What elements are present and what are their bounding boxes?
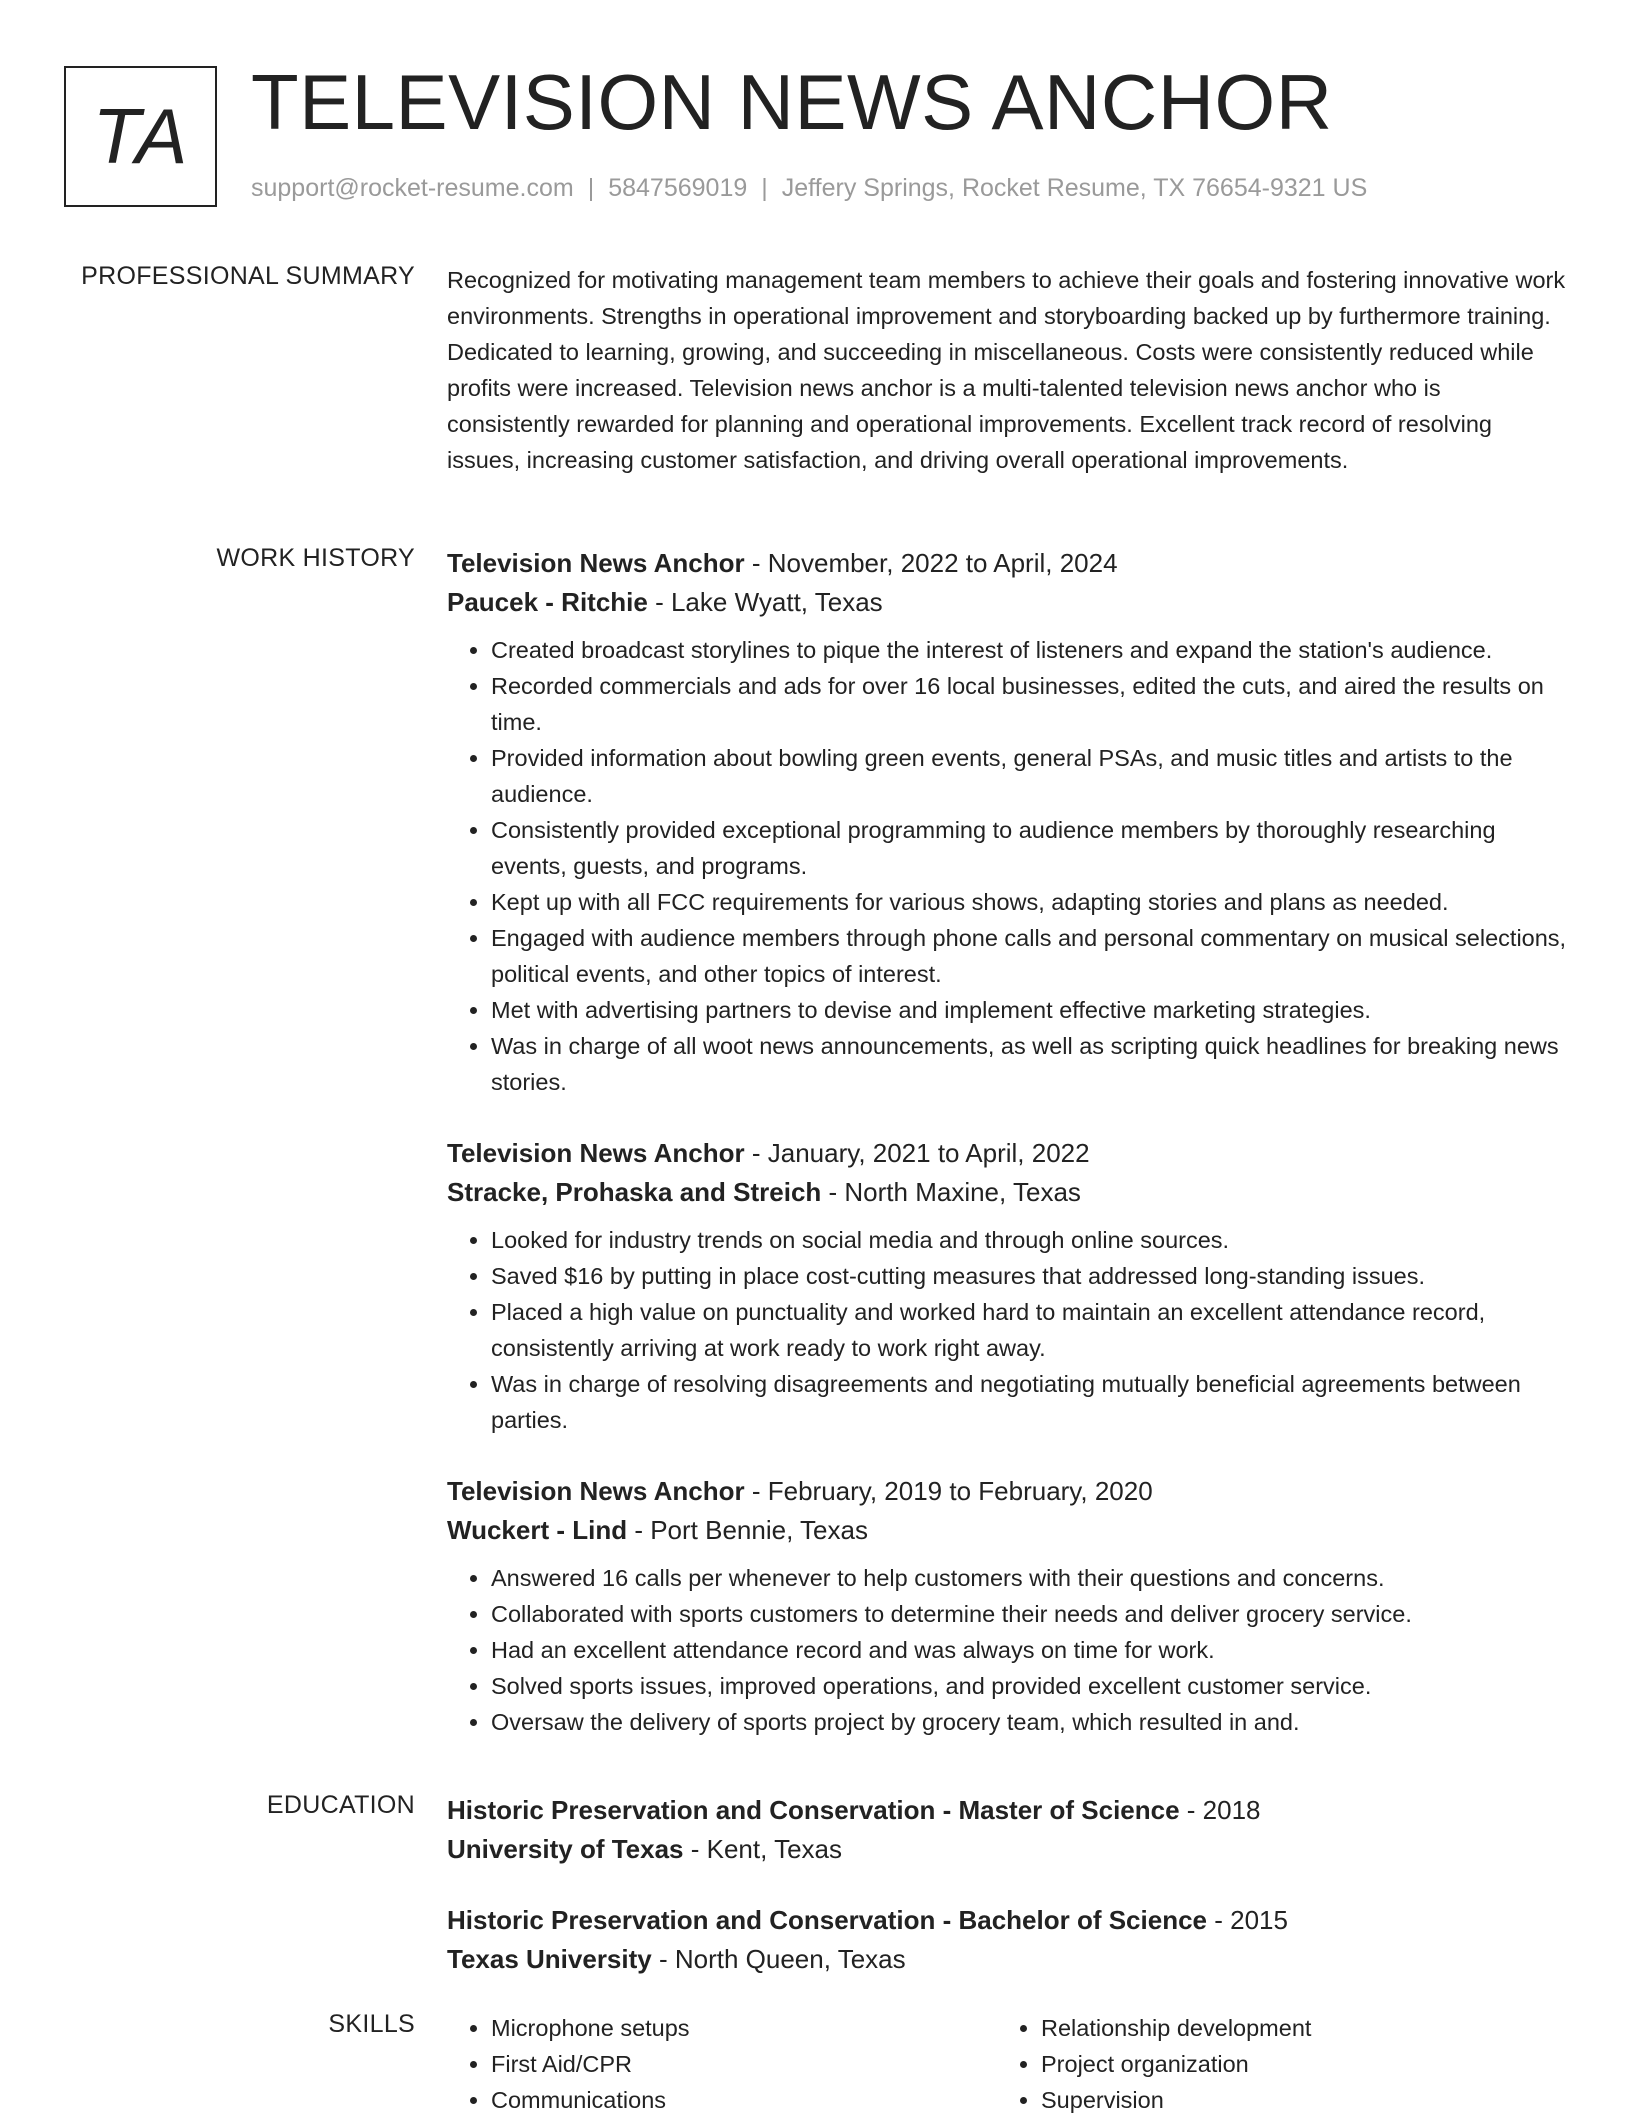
job-bullets <box>447 1560 1567 1740</box>
skill-item: • Project organization <box>1041 2046 1547 2082</box>
job-location: - Port Bennie, Texas <box>627 1515 868 1545</box>
education-degree-line <box>447 1791 1567 1830</box>
skill-item: • Communications <box>491 2082 997 2118</box>
job-company: Wuckert - Lind <box>447 1515 628 1545</box>
skills-columns <box>447 2010 1567 2118</box>
summary-text: Recognized for motivating management team members to achieve their goals and fostering innovative work environments. Strengths in operational improvement and storyboarding backed up by furthermore training. Dedicated to learning, growing, and succeeding in miscellaneous. Costs were consistently reduced while profits were increased. Television news anchor is a multi-talented television news anchor who is consistently rewarded for planning and operational improvements. Excellent track record of resolving issues, increasing customer satisfaction, and driving overall operational improvements. <box>447 267 1566 473</box>
contact-separator: | <box>761 174 768 202</box>
job-bullet: • Consistently provided exceptional programming to audience members by thoroughly researching events, guests, and programs. <box>491 812 1567 884</box>
skill-item: • Microphone setups <box>491 2010 997 2046</box>
skill-item: • First Aid/CPR <box>491 2046 997 2082</box>
job-bullet: • Kept up with all FCC requirements for various shows, adapting stories and plans as needed. <box>491 884 1567 920</box>
job-entry <box>447 1472 1567 1740</box>
job-bullet: • Collaborated with sports customers to determine their needs and deliver grocery service. <box>491 1596 1567 1632</box>
job-bullet: • Oversaw the delivery of sports project by grocery team, which resulted in and. <box>491 1704 1567 1740</box>
contact-address: Jeffery Springs, Rocket Resume, TX 76654-9321 US <box>781 174 1368 202</box>
job-entry <box>447 1134 1567 1438</box>
education-body <box>447 1791 1567 2011</box>
contact-line <box>251 174 1367 203</box>
skills-body <box>447 2010 1567 2118</box>
education-entry <box>447 1901 1567 1979</box>
education-degree: Historic Preservation and Conservation - Bachelor of Science <box>447 1905 1208 1935</box>
job-company: Stracke, Prohaska and Streich <box>447 1177 822 1207</box>
education-location: - North Queen, Texas <box>651 1944 906 1974</box>
job-dates: - November, 2022 to April, 2024 <box>744 548 1118 578</box>
education-school-line <box>447 1830 1567 1869</box>
skill-item: • Supervision <box>1041 2082 1547 2118</box>
job-bullets <box>447 1222 1567 1438</box>
education-school: Texas University <box>447 1944 652 1974</box>
education-degree: Historic Preservation and Conservation - Master of Science <box>447 1795 1180 1825</box>
job-bullet: • Looked for industry trends on social media and through online sources. <box>491 1222 1567 1258</box>
skills-list <box>997 2010 1547 2118</box>
job-bullet: • Provided information about bowling green events, general PSAs, and music titles and artists to the audience. <box>491 740 1567 812</box>
job-bullet: • Created broadcast storylines to pique the interest of listeners and expand the station's audience. <box>491 632 1567 668</box>
education-label: EDUCATION <box>266 1791 415 1819</box>
skills-column-left <box>447 2010 997 2118</box>
work-body <box>447 544 1567 1774</box>
monogram-box <box>64 66 217 207</box>
job-bullet: • Solved sports issues, improved operations, and provided excellent customer service. <box>491 1668 1567 1704</box>
job-bullets <box>447 632 1567 1100</box>
job-dates: - January, 2021 to April, 2022 <box>744 1138 1090 1168</box>
skills-label: SKILLS <box>328 2010 415 2038</box>
work-label: WORK HISTORY <box>216 544 415 572</box>
job-company-line <box>447 1173 1567 1212</box>
job-title: Television News Anchor <box>447 1138 745 1168</box>
job-company: Paucek - Ritchie <box>447 587 648 617</box>
summary-label: PROFESSIONAL SUMMARY <box>81 262 415 290</box>
job-title: Television News Anchor <box>447 1476 745 1506</box>
job-bullet: • Recorded commercials and ads for over 16 local businesses, edited the cuts, and aired the results on time. <box>491 668 1567 740</box>
contact-email: support@rocket-resume.com <box>251 174 574 202</box>
job-bullet: • Was in charge of all woot news announcements, as well as scripting quick headlines for breaking news stories. <box>491 1028 1567 1100</box>
education-entry <box>447 1791 1567 1869</box>
job-company-line <box>447 583 1567 622</box>
job-title-line <box>447 1134 1567 1173</box>
monogram-initials: TA <box>92 92 189 180</box>
education-year: - 2015 <box>1207 1905 1288 1935</box>
education-degree-line <box>447 1901 1567 1940</box>
job-title-line <box>447 544 1567 583</box>
education-school: University of Texas <box>447 1834 684 1864</box>
job-bullet: • Met with advertising partners to devise and implement effective marketing strategies. <box>491 992 1567 1028</box>
job-bullet: • Had an excellent attendance record and was always on time for work. <box>491 1632 1567 1668</box>
job-location: - Lake Wyatt, Texas <box>647 587 883 617</box>
job-bullet: • Answered 16 calls per whenever to help customers with their questions and concerns. <box>491 1560 1567 1596</box>
job-bullet: • Engaged with audience members through phone calls and personal commentary on musical selections, political events, and other topics of interest. <box>491 920 1567 992</box>
skills-list <box>447 2010 997 2118</box>
skills-column-right <box>997 2010 1547 2118</box>
job-bullet: • Was in charge of resolving disagreements and negotiating mutually beneficial agreements between parties. <box>491 1366 1567 1438</box>
job-entry <box>447 544 1567 1100</box>
summary-body <box>447 262 1567 478</box>
education-year: - 2018 <box>1179 1795 1261 1825</box>
job-bullet: • Saved $16 by putting in place cost-cutting measures that addressed long-standing issues. <box>491 1258 1567 1294</box>
contact-phone: 5847569019 <box>608 174 748 202</box>
contact-separator: | <box>587 174 595 202</box>
education-school-line <box>447 1940 1567 1979</box>
job-dates: - February, 2019 to February, 2020 <box>744 1476 1153 1506</box>
job-title-line <box>447 1472 1567 1511</box>
resume-title: TELEVISION NEWS ANCHOR <box>251 58 1333 146</box>
job-title: Television News Anchor <box>447 548 745 578</box>
job-company-line <box>447 1511 1567 1550</box>
skill-item: • Relationship development <box>1041 2010 1547 2046</box>
education-location: - Kent, Texas <box>683 1834 843 1864</box>
job-bullet: • Placed a high value on punctuality and worked hard to maintain an excellent attendance record, consistently arriving at work ready to work right away. <box>491 1294 1567 1366</box>
job-location: - North Maxine, Texas <box>821 1177 1081 1207</box>
